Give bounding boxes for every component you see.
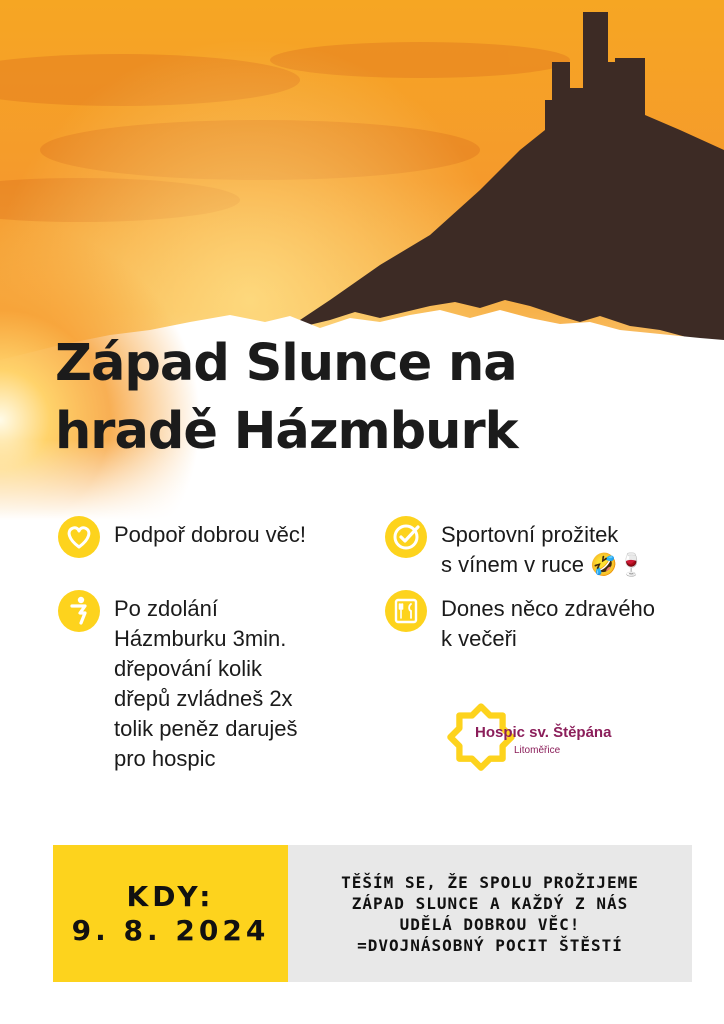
message-line: TĚŠÍM SE, ŽE SPOLU PROŽIJEME: [341, 873, 639, 892]
message-line: ZÁPAD SLUNCE A KAŽDÝ Z NÁS: [351, 894, 629, 913]
feature-line: Házmburku 3min.: [114, 626, 287, 651]
date-label: KDY:: [126, 880, 215, 913]
feature-squats: [58, 590, 297, 774]
date-value: 9. 8. 2024: [71, 914, 270, 947]
feature-line: tolik peněz daruješ: [114, 716, 298, 741]
logo-city: Litoměřice: [514, 745, 561, 756]
feature-support: [58, 516, 306, 558]
feature-line: k večeři: [441, 626, 517, 651]
feature-support-text: [114, 520, 306, 550]
feature-line: Podpoř dobrou věc!: [114, 522, 307, 547]
feature-line: s vínem v ruce 🤣🍷: [441, 552, 645, 577]
feature-squats-text: [114, 594, 297, 774]
poster-title: [55, 330, 518, 466]
logo-name: Hospic sv. Štěpána: [475, 724, 612, 741]
title-line-1: Západ Slunce na: [55, 334, 517, 393]
feature-line: pro hospic: [114, 746, 216, 771]
food-icon: [385, 590, 427, 632]
event-date: [53, 880, 288, 948]
check-circle-icon: [385, 516, 427, 558]
feature-line: Sportovní prožitek: [441, 522, 619, 547]
feature-line: dřepů zvládneš 2x: [114, 686, 293, 711]
closing-message: [288, 872, 692, 956]
feature-line: Po zdolání: [114, 596, 218, 621]
message-line: =DVOJNÁSOBNÝ POCIT ŠTĚSTÍ: [357, 936, 623, 955]
feature-food: [385, 590, 655, 654]
feature-sport-text: [441, 520, 645, 580]
feature-line: Dones něco zdravého: [441, 596, 656, 621]
feature-line: dřepování kolik: [114, 656, 262, 681]
title-line-2: hradě Házmburk: [55, 402, 518, 461]
message-line: UDĚLÁ DOBROU VĚC!: [399, 915, 581, 934]
feature-sport: [385, 516, 645, 580]
feature-food-text: [441, 594, 655, 654]
heart-icon: [58, 516, 100, 558]
exercise-icon: [58, 590, 100, 632]
